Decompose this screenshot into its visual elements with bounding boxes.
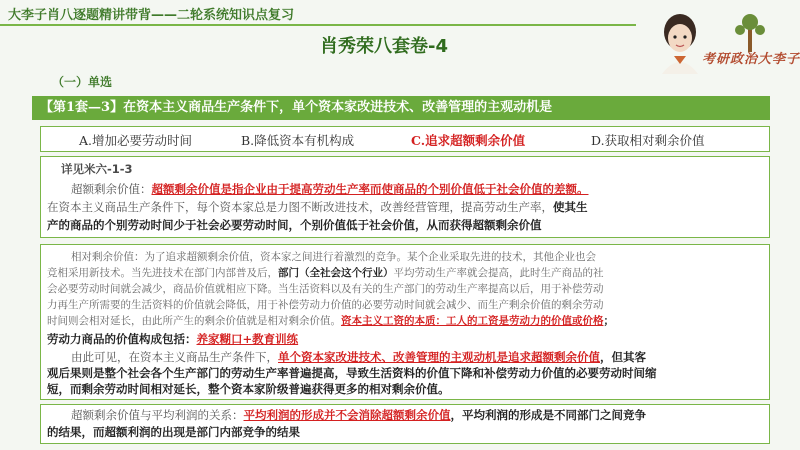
- p1-line1: 超额剩余价值：超额剩余价值是指企业由于提高劳动生产率而使商品的个别价值低于社会价值的差额。: [71, 182, 589, 196]
- p2-line1: 相对剩余价值：为了追求超额剩余价值，资本家之间进行着激烈的竞争。某个企业采取先进的技术，其他企业也会: [71, 251, 596, 263]
- explanation-panel-2: [40, 244, 770, 400]
- p2-line7: 由此可见，在资本主义商品生产条件下，单个资本家改进技术、改善管理的主观动机是追求超额剩余价值，但其客: [71, 350, 646, 364]
- banner-title: 大李子肖八逐题精讲带背——二轮系统知识点复习: [8, 8, 295, 23]
- logo-text: 考研政治大李子: [702, 52, 800, 67]
- question-bar: 【第1套—3】在资本主义商品生产条件下，单个资本家改进技术、改善管理的主观动机是: [32, 96, 770, 120]
- p2-line6: 劳动力商品的价值构成包括：养家糊口+教育训练: [47, 332, 299, 346]
- option-b[interactable]: B.降低资本有机构成: [241, 133, 355, 148]
- option-a[interactable]: A.增加必要劳动时间: [79, 133, 193, 148]
- p2-line8: 观后果则是整个社会各个生产部门的劳动生产率普遍提高，导致生活资料的价值下降和补偿劳动力价值的必要劳动时间缩: [47, 366, 657, 380]
- p2-line5: 时间则会相对延长，由此所产生的剩余价值就是相对剩余价值。资本主义工资的本质：工人的工资是劳动力的价值或价格；: [47, 315, 614, 327]
- p2-line9: 短，而剩余劳动时间相对延长，整个资本家阶级普遍获得更多的相对剩余价值。: [47, 382, 450, 396]
- page-title: 肖秀荣八套卷-4: [320, 36, 448, 57]
- p1-line2: 在资本主义商品生产条件下，每个资本家总是力图不断改进技术，改善经营管理，提高劳动生产率，使其生: [47, 200, 588, 214]
- p1-line3: 产的商品的个别劳动时间少于社会必要劳动时间，个别价值低于社会价值，从而获得超额剩余价值: [47, 218, 542, 232]
- header-divider: [0, 24, 636, 26]
- p3-line1: 超额剩余价值与平均利润的关系：平均利润的形成并不会消除超额剩余价值，平均利润的形成是不同部门之间竞争: [71, 408, 646, 422]
- avatar: [652, 12, 708, 74]
- explanation-panel-3: [40, 404, 770, 444]
- p2-line3: 会必要劳动时间就会减少，商品价值就相应下降。当生活资料以及有关的生产部门的劳动生产率提高以后，用于补偿劳动: [47, 283, 604, 295]
- options-row: [40, 126, 770, 152]
- option-c-correct[interactable]: C.追求超额剩余价值: [411, 133, 526, 148]
- tree-icon: [735, 14, 765, 52]
- p3-line2: 的结果，而超额利润的出现是部门内部竞争的结果: [47, 425, 300, 439]
- p2-line4: 力再生产所需要的生活资料的价值就会降低，用于补偿劳动力价值的必要劳动时间就会减少、而生产剩余价值的剩余劳动: [47, 299, 604, 311]
- explanation-panel-1: [40, 156, 770, 238]
- section-heading: （一）单选: [52, 75, 113, 89]
- p2-line2: 竞相采用新技术。当先进技术在部门内部普及后，部门（全社会这个行业）平均劳动生产率就会提高，此时生产商品的社: [47, 267, 604, 279]
- option-d[interactable]: D.获取相对剩余价值: [591, 133, 705, 148]
- reference-label: 详见米六-1-3: [61, 162, 133, 176]
